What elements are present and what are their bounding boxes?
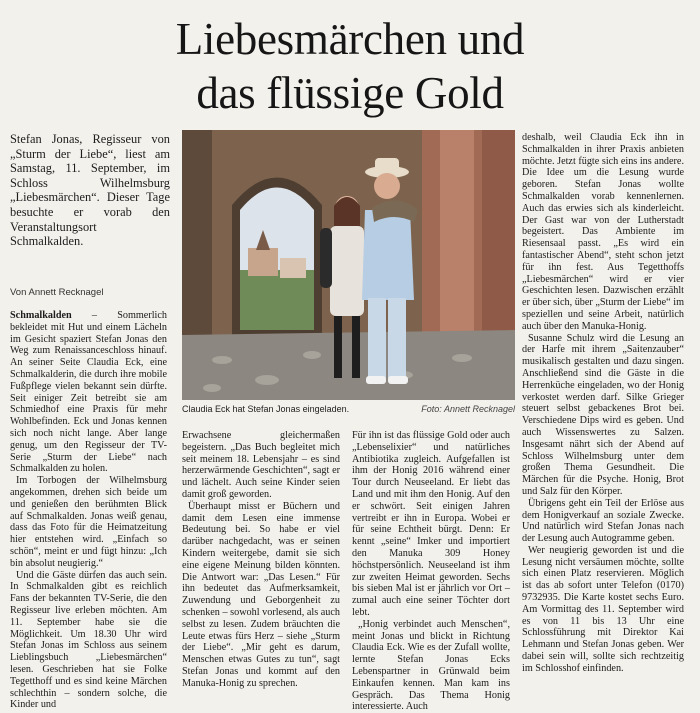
caption-text: Claudia Eck hat Stefan Jonas eingeladen.: [182, 404, 350, 414]
article-lead: Stefan Jonas, Regisseur von „Sturm der Liebe“, liest am Samstag, 11. September, im Schloss Wilhelmsburg „Liebesmärchen“. Dieser Tage besuchte er vorab den Veranstaltungsort Schmalkalden.: [10, 132, 170, 249]
paragraph: Für ihn ist das flüssige Gold oder auch „Lebenselixier“ und natürliches Antibiotika zugleich. Aufgefallen ist ihm der Honig 2016 während einer Tour durch Neuseeland. Er liebt das Land und mit ihm den Honig. Auf den er schwört. Seit einigen Jahren vertreibt er ihn in Europa. Wobei er für seine Echtheit bürgt. Denn: Er kennt „seine“ Imker und importiert den Manuka 309 Honey höchstpersönlich. Neuseeland ist ihm zur zweiten Heimat geworden. Sechs bis sieben Mal ist er jährlich vor Ort – zumal auch eine seiner Töchter dort lebt.: [352, 430, 510, 618]
headline-line-2: das flüssige Gold: [196, 68, 504, 118]
paragraph: Im Torbogen der Wilhelmsburg angekommen, drehen sich beide um und genießen den berühmten Blick auf Schmalkalden. Jonas weiß genau, dass das Foto für die Heimatzeitung hier entstehen wird. „Einfach so schön“, meint er und fügt hinzu: „Ich bin absolut neugierig.“: [10, 475, 167, 569]
paragraph: Wer neugierig geworden ist und die Lesung nicht versäumen möchte, sollte sich einen Platz reservieren. Möglich ist das ab sofort unter Telefon (0170) 9732935. Die Karte kostet sechs Euro. Am Vormittag des 11. September wird es von 11 bis 13 Uhr eine Schlossführung mit Direktor Kai Lehmann und Stefan Jonas geben. Wer dabei sein will, sollte sich rechtzeitig im Schlosshof einfinden.: [522, 544, 684, 674]
text-column-2: [182, 430, 340, 700]
photo-illustration: [182, 130, 515, 400]
headline: [0, 12, 700, 120]
paragraph: [10, 310, 167, 475]
paragraph: deshalb, weil Claudia Eck ihn in Schmalkalden in ihrer Praxis anbieten möchte. Jetzt fügte sich eins ins andere. Die Idee um die Lesung wurde geboren. Stefan Jonas wollte Schmalkalden vorab kennenlernen. Auch das erwies sich als kinderleicht. Der Gast war von der Lutherstadt begeistert. Das Ambiente im Riesensaal passt. „Es wird ein fantastischer Abend“, steht schon jetzt für ihn fest. Aus Tegetthoffs „Liebesmärchen“ wird er vier Geschichten lesen. Dazwischen erzählt er über sich, über „Sturm der Liebe“ im speziellen und seine Arbeit, natürlich auch über den Manuka-Honig.: [522, 132, 684, 332]
photo-credit: Foto: Annett Recknagel: [421, 404, 515, 414]
paragraph: Übrigens geht ein Teil der Erlöse aus dem Honigverkauf an soziale Zwecke. Und natürlich wird Stefan Jonas nach der Lesung auch Autogramme geben.: [522, 497, 684, 545]
paragraph: Überhaupt misst er Büchern und damit dem Lesen eine immense Bedeutung bei. So habe er viel darüber nachgedacht, was er seinen Kindern weitergebe, damit sie sich eine eigene Meinung bilden könnten. Die Antwort war: „Das Lesen.“ Für ihn bedeutet das Aufmerksamkeit, Zuwendung und Geborgenheit zu schenken – sowohl vorlesend, als auch selbst zu lesen. Zudem bräuchten die Leute etwas fürs Herz – siehe „Sturm der Liebe“. „Mir geht es darum, Menschen etwas Gutes zu tun“, sagt Stefan Jonas und kommt auf den Manuka-Honig zu sprechen.: [182, 500, 340, 689]
paragraph: Erwachsene gleichermaßen begeistern. „Das Buch begleitet mich seit meinem 18. Lebensjahr – es sind herzerwärmende Geschichten“, sagt er und lächelt. Auch seine Kinder seien damit groß geworden.: [182, 430, 340, 500]
dateline: Schmalkalden: [10, 310, 72, 321]
article-photo: [182, 130, 515, 400]
photo-caption: [182, 404, 515, 414]
paragraph-text: – Sommerlich bekleidet mit Hut und einem Lächeln im Gesicht spaziert Stefan Jonas den Weg zum Renaissanceschloss hinauf. An seiner Seite Claudia Eck, eine Schmalkalderin, die durch ihre mobile Fußpflege vielen bekannt sein dürfte. Seit einiger Zeit betreibt sie am Schmiedhof eine Praxis für mehr Wohlbefinden. Eck und Jonas kennen sich noch nicht lange. Aber lange genug, um den Regisseur der TV-Serie „Sturm der Liebe“ nach Schmalkalden zu holen.: [10, 310, 167, 475]
headline-line-1: Liebesmärchen und: [175, 14, 525, 64]
text-column-3: [352, 430, 510, 713]
paragraph: „Honig verbindet auch Menschen“, meint Jonas und blickt in Richtung Claudia Eck. Wie es der Zufall wollte, lernte Stefan Jonas Ecks Lebenspartner in Grünwald beim Einkaufen kennen. Man kam ins Gespräch. Das Thema Honig interessierte. Auch: [352, 618, 510, 713]
byline: Von Annett Recknagel: [10, 287, 104, 298]
text-column-4: [522, 132, 684, 700]
paragraph: Und die Gäste dürfen das auch sein. In Schmalkalden gibt es reichlich Fans der bekannten TV-Serie, die den Regisseur live erleben möchten. Am 11. September habe sie die Möglichkeit. Um 18.30 Uhr wird Stefan Jonas im Schloss aus seinem Lieblingsbuch „Liebesmärchen“ lesen. Geschrieben hat sie Folke Tegetthoff und es sind keine Märchen schlechthin – sondern solche, die Kinder und: [10, 569, 167, 711]
text-column-1: [10, 310, 167, 711]
paragraph: Susanne Schulz wird die Lesung an der Harfe mit ihrem „Saitenzauber“ musikalisch gestalten und dazu singen. Anschließend sind die Gäste in die Herrenküche eingeladen, wo der Honig verkostet werden darf. Silke Grieger steuert selbst gebackenes Brot bei. Verschiedene Dips wird es geben. Und auch Wissenswertes zu Salzen. Insgesamt nährt sich der Abend auf Schloss Wilhelmsburg unter dem großen Thema Gesundheit. Die Märchen für die Psyche. Honig, Brot und Salz für den Körper.: [522, 332, 684, 497]
